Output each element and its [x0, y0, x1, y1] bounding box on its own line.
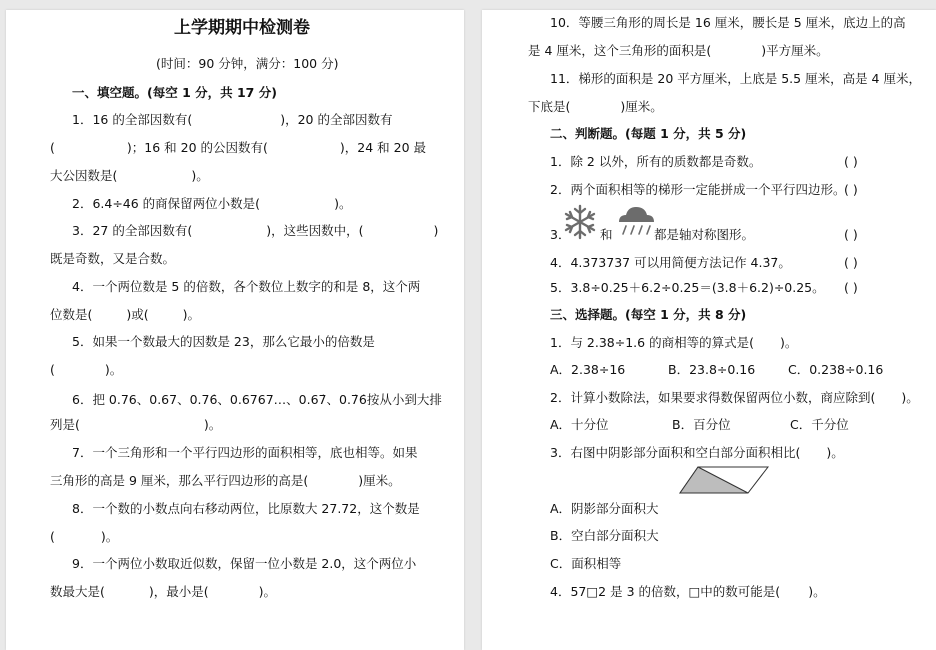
q7-line2: 三角形的高是 9 厘米，那么平行四边形的高是( )厘米。	[50, 473, 401, 488]
q4-line1: 4．一个两位数是 5 的倍数，各个数位上数字的和是 8，这个两	[72, 279, 421, 294]
judge-3-text: 都是轴对称图形。	[654, 227, 755, 242]
q4-line2: 位数是( )或( )。	[50, 307, 201, 322]
right-page	[482, 10, 936, 650]
q10-line2: 是 4 厘米，这个三角形的面积是( )平方厘米。	[528, 43, 829, 58]
choice-2-option-b: B．百分位	[672, 417, 731, 432]
choice-1-option-c: C．0.238÷0.16	[788, 362, 884, 377]
left-page	[6, 10, 464, 650]
choice-2-option-a: A．十分位	[550, 417, 609, 432]
choice-1-option-b: B．23.8÷0.16	[668, 362, 756, 377]
page-title: 上学期期中检测卷	[174, 18, 310, 38]
q6-line2: 列是( )。	[50, 417, 222, 432]
judge-4: 4．4.373737 可以用简便方法记作 4.3̇7̇。	[550, 255, 791, 270]
q7-line1: 7．一个三角形和一个平行四边形的面积相等，底也相等。如果	[72, 445, 418, 460]
q6-line1: 6．把 0.76、0.67、0.76̇、0.6767…、0.67̇、0.7̇6̇按从小到大排	[72, 392, 442, 407]
q2: 2．6.4÷46 的商保留两位小数是( )。	[72, 196, 352, 211]
judge-3-and: 和	[600, 227, 613, 242]
judge-1: 1．除 2 以外，所有的质数都是奇数。	[550, 154, 762, 169]
q11-line1: 11．梯形的面积是 20 平方厘米，上底是 5.5 厘米，高是 4 厘米，	[550, 71, 921, 86]
q9-line2: 数最大是( )，最小是( )。	[50, 584, 277, 599]
section-true-false: 二、判断题。(每题 1 分，共 5 分)	[550, 126, 747, 141]
q8-line2: ( )。	[50, 529, 119, 544]
choice-2-option-c: C．千分位	[790, 417, 849, 432]
choice-3-option-c: C．面积相等	[550, 556, 622, 571]
choice-3-option-b: B．空白部分面积大	[550, 528, 659, 543]
judge-5: 5．3.8÷0.25＋6.2÷0.25＝(3.8＋6.2)÷0.25。	[550, 280, 825, 295]
judge-2: 2．两个面积相等的梯形一定能拼成一个平行四边形。	[550, 182, 846, 197]
choice-3-option-a: A．阴影部分面积大	[550, 501, 659, 516]
q1-line2: ( )；16 和 20 的公因数有( )，24 和 20 最	[50, 140, 426, 155]
section-fill-blank: 一、填空题。(每空 1 分，共 17 分)	[72, 85, 277, 100]
choice-3: 3．右图中阴影部分面积和空白部分面积相比( )。	[550, 445, 844, 460]
q3-line2: 既是奇数，又是合数。	[50, 251, 176, 266]
q5-line2: ( )。	[50, 362, 123, 377]
q5-line1: 5．如果一个数最大的因数是 23，那么它最小的倍数是	[72, 334, 375, 349]
q9-line1: 9．一个两位小数取近似数，保留一位小数是 2.0，这个两位小	[72, 556, 417, 571]
rain-cloud-icon	[616, 204, 656, 238]
exam-info: (时间：90 分钟，满分：100 分)	[156, 56, 339, 71]
judge-3-paren: ( )	[844, 227, 858, 242]
q8-line1: 8．一个数的小数点向右移动两位，比原数大 27.72，这个数是	[72, 501, 420, 516]
choice-1: 1．与 2.38÷1.6 的商相等的算式是( )。	[550, 335, 798, 350]
section-multiple-choice: 三、选择题。(每空 1 分，共 8 分)	[550, 307, 747, 322]
judge-1-paren: ( )	[844, 154, 858, 169]
q3-line1: 3．27 的全部因数有( )，这些因数中，( )	[72, 223, 439, 238]
q11-line2: 下底是( )厘米。	[528, 99, 663, 114]
choice-4: 4．57□2 是 3 的倍数，□中的数可能是( )。	[550, 584, 826, 599]
snowflake-icon	[562, 204, 598, 240]
q1-line1: 1．16 的全部因数有( )，20 的全部因数有	[72, 112, 393, 127]
judge-4-paren: ( )	[844, 255, 858, 270]
q1-line3: 大公因数是( )。	[50, 168, 209, 183]
parallelogram-figure	[678, 465, 770, 495]
q10-line1: 10．等腰三角形的周长是 16 厘米，腰长是 5 厘米，底边上的高	[550, 15, 906, 30]
judge-2-paren: ( )	[844, 182, 858, 197]
choice-1-option-a: A．2.38÷16	[550, 362, 626, 377]
choice-2: 2．计算小数除法，如果要求得数保留两位小数，商应除到( )。	[550, 390, 919, 405]
judge-5-paren: ( )	[844, 280, 858, 295]
judge-3-prefix: 3．	[550, 227, 571, 242]
